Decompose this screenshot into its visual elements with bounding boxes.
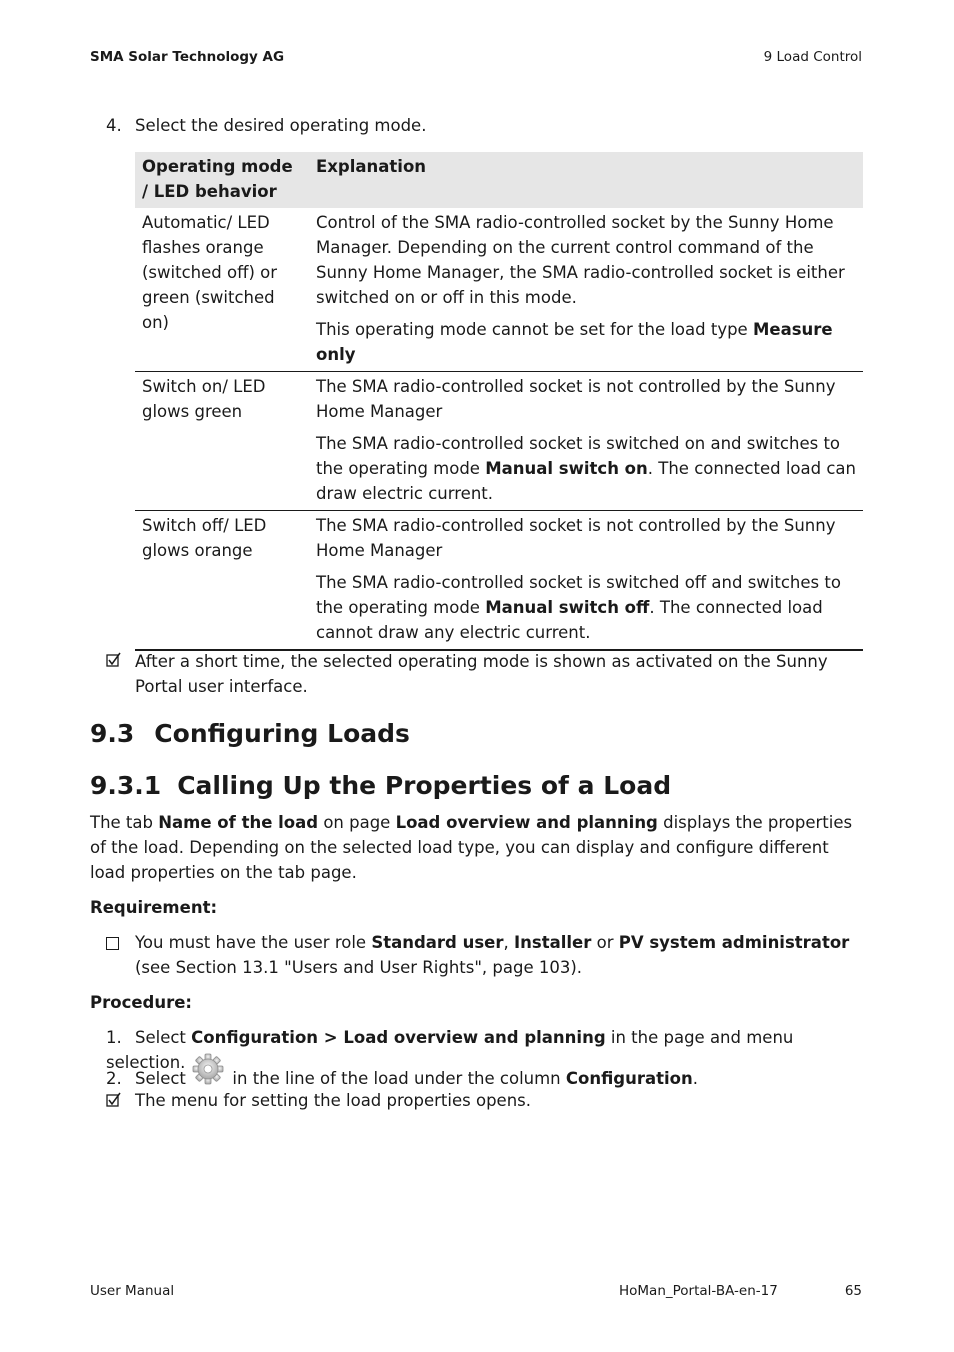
procedure-step-2: 2. Select in the line of the load under the column Configuration.	[106, 1057, 866, 1091]
explanation-note: This operating mode cannot be set for the load type Measure only	[316, 320, 833, 364]
mode-cell: Switch on/ LED glows green	[135, 372, 309, 511]
column-header-mode: Operating mode / LED behavior	[135, 152, 309, 208]
explanation-cell	[309, 372, 863, 511]
header-company: SMA Solar Technology AG	[90, 49, 285, 65]
explanation-text: Control of the SMA radio-controlled socket by the Sunny Home Manager. Depending on the current control command of the Sunny Home Manager, the SMA radio-controlled socket is either switched on or off in this mode.	[316, 213, 845, 307]
table-row	[135, 511, 863, 651]
header-section: 9 Load Control	[763, 49, 862, 65]
procedure-step-1: 1. Select Configuration > Load overview and planning in the page and menu selection.	[106, 1028, 794, 1072]
footer-doc-id: HoMan_Portal-BA-en-17	[619, 1283, 778, 1299]
table-row	[135, 208, 863, 372]
table-header-row	[135, 152, 863, 208]
table-row	[135, 372, 863, 511]
explanation-cell	[309, 511, 863, 651]
requirement-text: You must have the user role Standard user, Installer or PV system administrator (see Section 13.1 "Users and User Rights", page 103).	[135, 933, 850, 977]
unchecked-box-icon	[106, 935, 119, 954]
footer-label: User Manual	[90, 1283, 175, 1299]
explanation-note: The SMA radio-controlled socket is switched off and switches to the operating mode Manual switch off. The connected load cannot draw any electric current.	[316, 573, 841, 642]
section-heading-9-3-1: 9.3.1 Calling Up the Properties of a Load	[90, 771, 672, 800]
page-number: 65	[844, 1283, 862, 1299]
procedure-result: The menu for setting the load properties opens.	[135, 1091, 531, 1110]
step-text: Select the desired operating mode.	[135, 116, 427, 135]
requirement-label: Requirement:	[90, 898, 218, 917]
operating-mode-table	[135, 152, 863, 651]
explanation-text: The SMA radio-controlled socket is not controlled by the Sunny Home Manager	[316, 377, 836, 421]
mode-cell: Switch off/ LED glows orange	[135, 511, 309, 651]
mode-cell: Automatic/ LED flashes orange (switched off) or green (switched on)	[135, 208, 309, 372]
gear-icon	[191, 1057, 227, 1081]
explanation-text: The SMA radio-controlled socket is not controlled by the Sunny Home Manager	[316, 516, 836, 560]
explanation-cell	[309, 208, 863, 372]
step-4	[106, 113, 426, 138]
checked-box-icon	[106, 652, 122, 672]
procedure-label: Procedure:	[90, 993, 193, 1012]
step-number: 4.	[106, 116, 122, 135]
explanation-note: The SMA radio-controlled socket is switched on and switches to the operating mode Manual switch on. The connected load can draw electric current.	[316, 434, 856, 503]
intro-paragraph: The tab Name of the load on page Load overview and planning displays the properties of the load. Depending on the selected load type, you can display and configure different load properties on the tab page.	[90, 813, 853, 882]
column-header-explanation: Explanation	[309, 152, 863, 208]
checked-box-icon	[106, 1092, 122, 1112]
section-heading-9-3: 9.3 Configuring Loads	[90, 719, 410, 748]
result-text: After a short time, the selected operating mode is shown as activated on the Sunny Portal user interface.	[135, 652, 828, 696]
